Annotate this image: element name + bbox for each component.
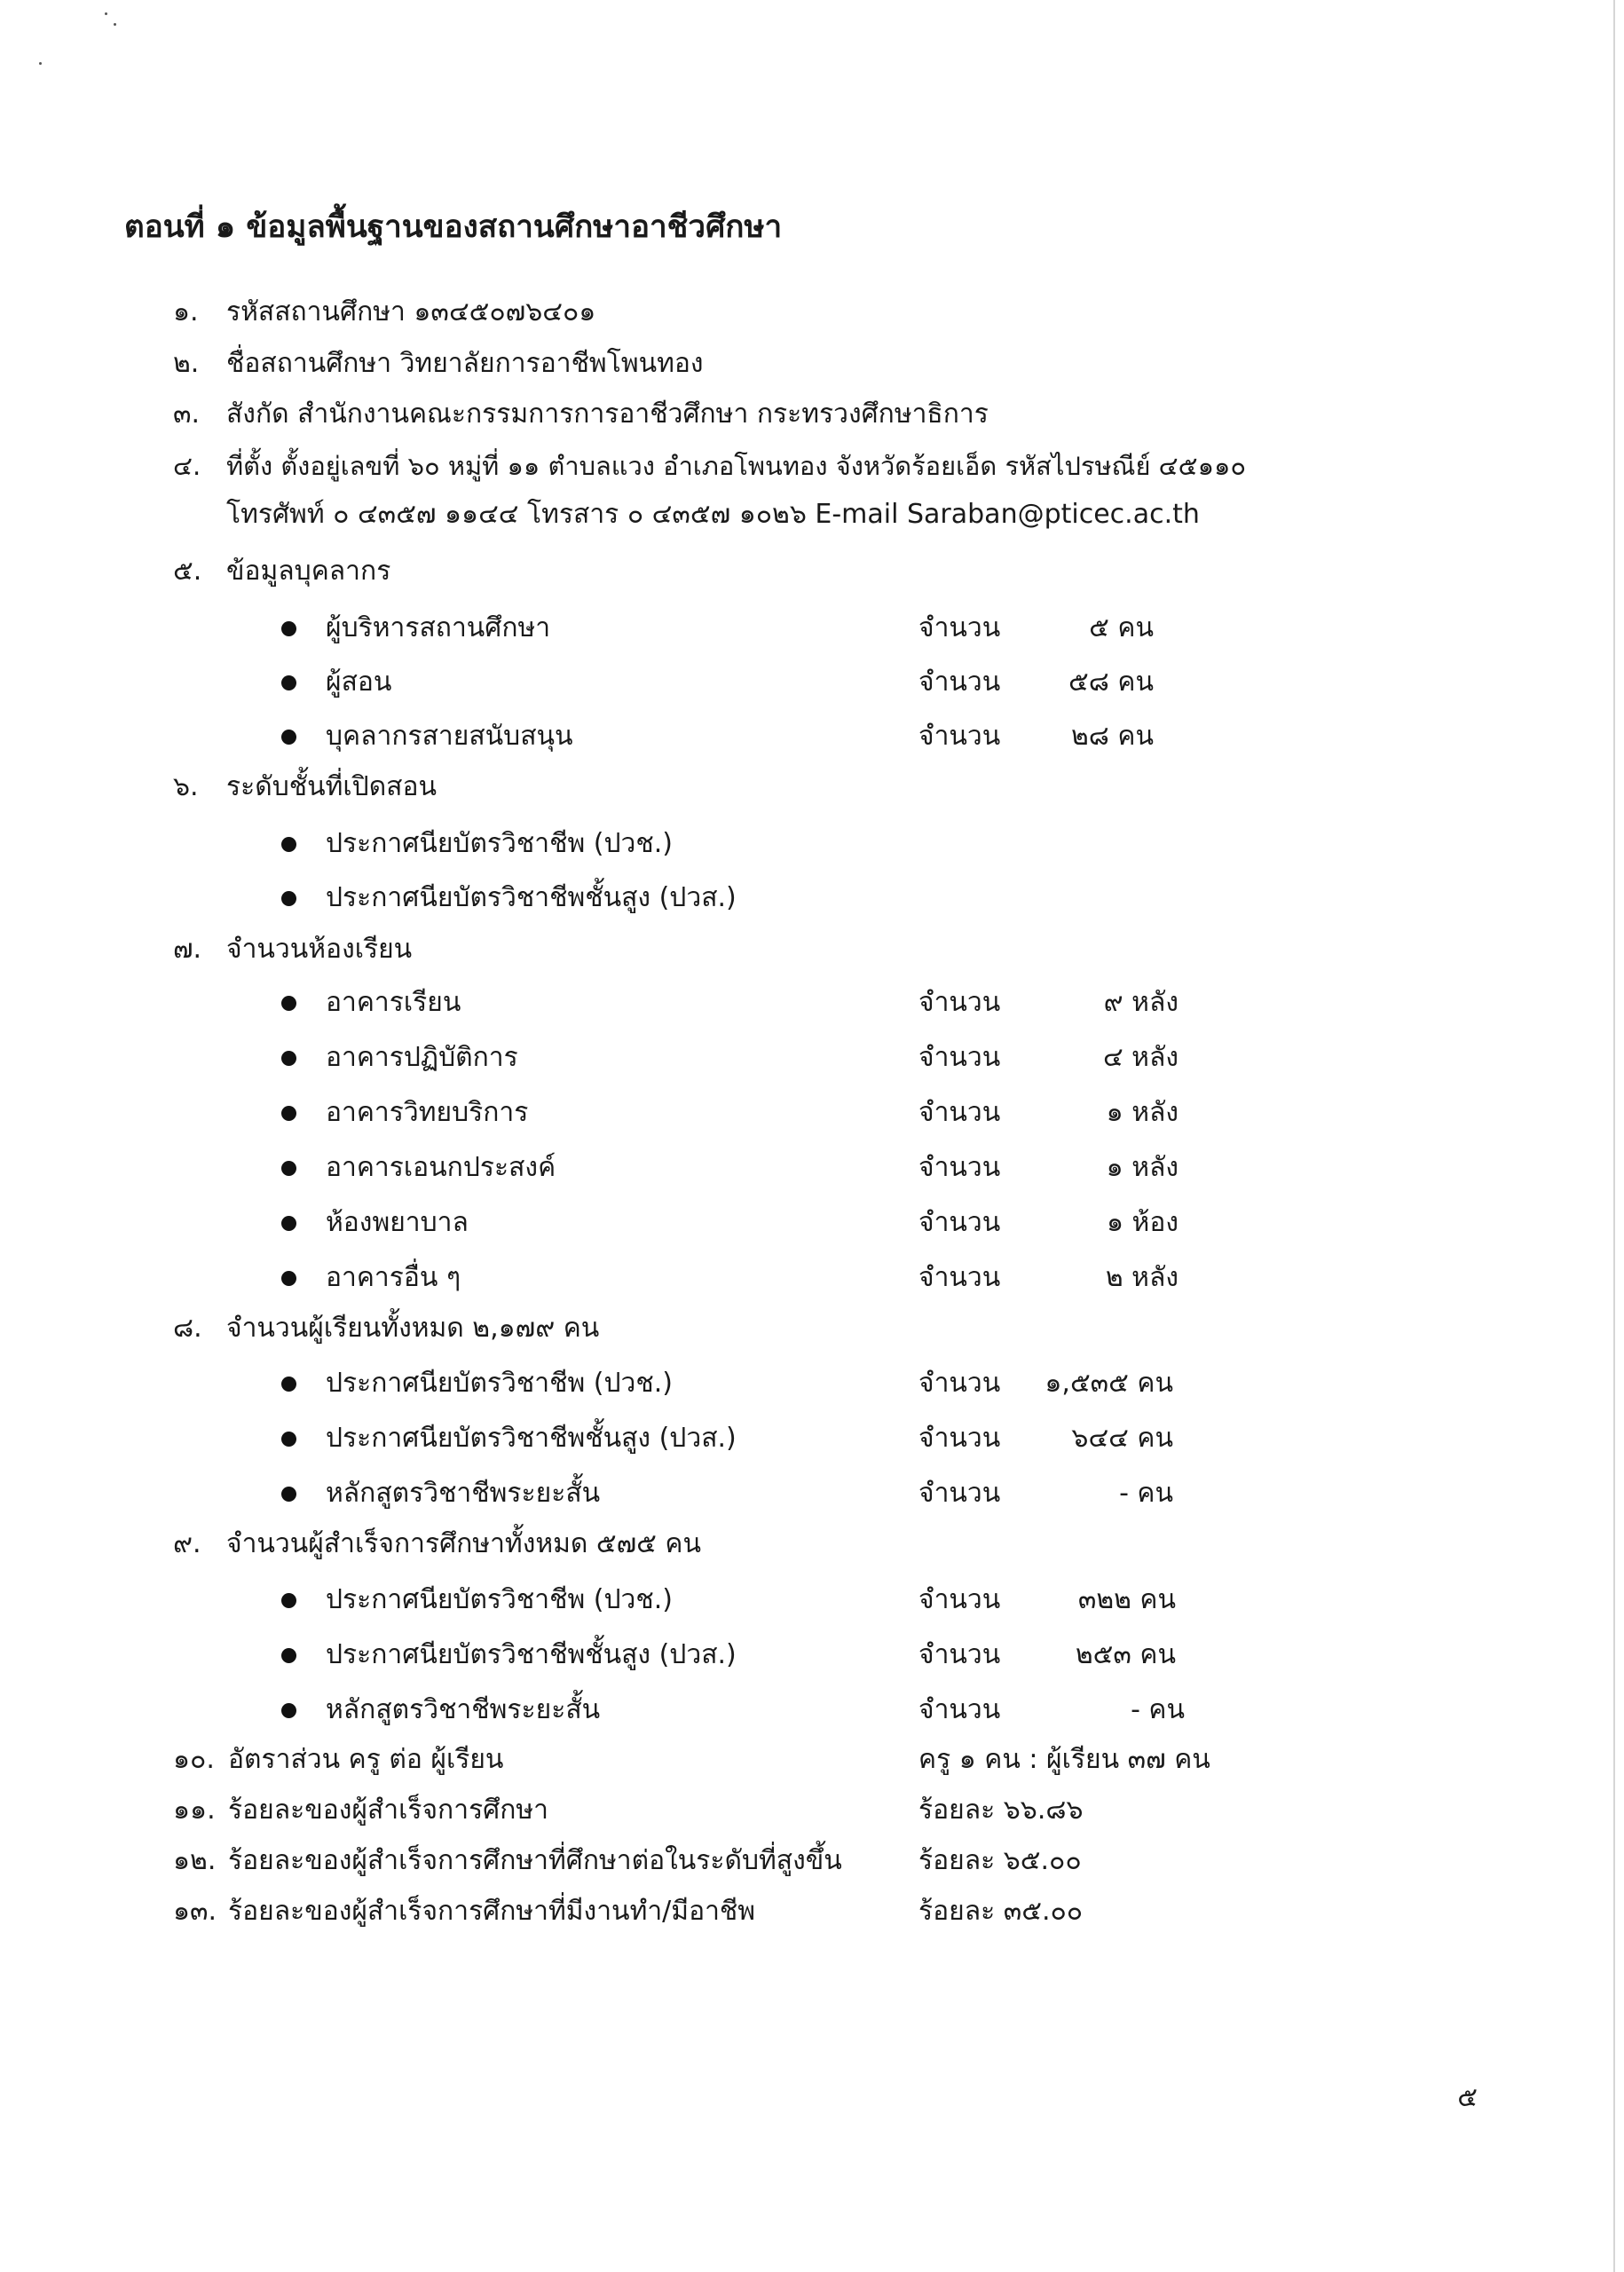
item-number: ๑๐. (173, 1744, 215, 1775)
item-number: ๑๑. (173, 1795, 216, 1826)
count-label: จำนวน (918, 1584, 1001, 1615)
list-item-count (918, 1692, 1185, 1728)
item-1 (173, 295, 595, 330)
bullet-icon (281, 996, 296, 1011)
count-value: ๑ หลัง (1106, 1152, 1179, 1183)
list-item-label: ผู้สอน (326, 667, 392, 698)
list-item-label: หลักสูตรวิชาชีพระยะสั้น (326, 1694, 601, 1725)
bullet-icon (281, 891, 296, 906)
bullet-icon (281, 1432, 296, 1447)
section-title: ตอนที่ ๑ ข้อมูลพื้นฐานของสถานศึกษาอาชีวศึกษา (124, 209, 783, 245)
item-5 (173, 554, 390, 589)
count-value: ๓๒๒ คน (1077, 1584, 1176, 1615)
bullet-icon (281, 1271, 296, 1286)
count-label: จำนวน (918, 1262, 1001, 1293)
list-item-count (918, 1260, 1179, 1296)
list-item-label: อาคารเรียน (326, 987, 461, 1018)
bullet-icon (281, 1703, 296, 1718)
list-item-count (918, 1476, 1173, 1511)
item-2 (173, 346, 704, 382)
item-text: ชื่อสถานศึกษา วิทยาลัยการอาชีพโพนทอง (226, 348, 704, 379)
item-number: ๙. (173, 1528, 201, 1559)
count-value: ๑ ห้อง (1106, 1207, 1179, 1238)
list-item-count (918, 665, 1154, 700)
item-12-value: ร้อยละ ๖๕.๐๐ (918, 1845, 1082, 1876)
list-item-label: ประกาศนียบัตรวิชาชีพ (ปวช.) (326, 828, 673, 859)
item-12 (173, 1843, 842, 1879)
item-number: ๔. (173, 451, 201, 481)
item-text: ข้อมูลบุคลากร (226, 556, 391, 587)
item-13 (173, 1894, 755, 1929)
count-label: จำนวน (918, 1368, 1001, 1399)
item-text: สังกัด สำนักงานคณะกรรมการการอาชีวศึกษา กระทรวงศึกษาธิการ (226, 398, 989, 430)
item-number: ๓. (173, 398, 201, 430)
list-item-count (918, 1040, 1179, 1076)
item-number: ๒. (173, 348, 200, 379)
item-9 (173, 1526, 701, 1562)
list-item-label: อาคารเอนกประสงค์ (326, 1152, 556, 1183)
item-4 (173, 448, 1246, 484)
list-item-label: หลักสูตรวิชาชีพระยะสั้น (326, 1478, 601, 1509)
list-item-label: อาคารอื่น ๆ (326, 1262, 461, 1293)
count-label: จำนวน (918, 1478, 1001, 1509)
item-text: จำนวนห้องเรียน (226, 934, 413, 965)
list-item-count (918, 1421, 1173, 1456)
count-value: ๙ หลัง (1103, 987, 1179, 1018)
scan-speck (114, 23, 116, 26)
page-edge (1613, 0, 1615, 2272)
list-item-label: ประกาศนียบัตรวิชาชีพชั้นสูง (ปวส.) (326, 882, 737, 913)
bullet-icon (281, 1487, 296, 1502)
item-text: อัตราส่วน ครู ต่อ ผู้เรียน (228, 1744, 504, 1775)
bullet-icon (281, 675, 296, 690)
count-label: จำนวน (918, 1207, 1001, 1238)
list-item-count (918, 1366, 1173, 1401)
count-label: จำนวน (918, 1639, 1001, 1670)
list-item-label: บุคลากรสายสนับสนุน (326, 721, 573, 752)
item-11-value: ร้อยละ ๖๖.๘๖ (918, 1795, 1084, 1826)
list-item-count (918, 1150, 1179, 1186)
list-item-count (918, 985, 1179, 1021)
item-text: ร้อยละของผู้สำเร็จการศึกษาที่ศึกษาต่อในระดับที่สูงขึ้น (228, 1845, 842, 1876)
list-item-label: อาคารปฏิบัติการ (326, 1042, 518, 1073)
count-label: จำนวน (918, 1042, 1001, 1073)
list-item-label: ห้องพยาบาล (326, 1207, 469, 1238)
count-label: จำนวน (918, 1097, 1001, 1128)
bullet-icon (281, 730, 296, 745)
item-10 (173, 1742, 503, 1778)
item-number: ๘. (173, 1313, 202, 1344)
count-label: จำนวน (918, 612, 1001, 643)
item-number: ๖. (173, 771, 199, 802)
bullet-icon (281, 1051, 296, 1066)
count-label: จำนวน (918, 987, 1001, 1018)
count-value: ๑ หลัง (1106, 1097, 1179, 1128)
item-number: ๕. (173, 556, 202, 587)
bullet-icon (281, 1648, 296, 1663)
item-3 (173, 397, 989, 432)
list-item-label: ผู้บริหารสถานศึกษา (326, 612, 551, 643)
bullet-icon (281, 1593, 296, 1608)
list-item-label: ประกาศนียบัตรวิชาชีพ (ปวช.) (326, 1584, 673, 1615)
scan-speck (39, 62, 42, 65)
count-label: จำนวน (918, 1694, 1001, 1725)
list-item-count (918, 611, 1154, 646)
bullet-icon (281, 1161, 296, 1176)
item-text: รหัสสถานศึกษา ๑๓๔๕๐๗๖๔๐๑ (226, 296, 596, 327)
item-number: ๑. (173, 296, 199, 327)
item-text: ที่ตั้ง ตั้งอยู่เลขที่ ๖๐ หมู่ที่ ๑๑ ตำบลแวง อำเภอโพนทอง จังหวัดร้อยเอ็ด รหัสไปรษณีย์ ๔๕๑๑๐ (226, 451, 1247, 481)
item-text: ระดับชั้นที่เปิดสอน (226, 771, 438, 802)
list-item-label: ประกาศนียบัตรวิชาชีพชั้นสูง (ปวส.) (326, 1423, 737, 1454)
item-7 (173, 932, 412, 967)
item-text: จำนวนผู้สำเร็จการศึกษาทั้งหมด ๕๗๕ คน (226, 1528, 701, 1559)
item-text: จำนวนผู้เรียนทั้งหมด ๒,๑๗๙ คน (226, 1313, 600, 1344)
item-text: ร้อยละของผู้สำเร็จการศึกษา (228, 1795, 549, 1826)
bullet-icon (281, 1377, 296, 1392)
count-value: ๒๕๓ คน (1075, 1639, 1176, 1670)
list-item-count (918, 1095, 1179, 1131)
count-value: ๖๔๔ คน (1071, 1423, 1173, 1454)
item-6 (173, 769, 437, 805)
item-number: ๗. (173, 934, 202, 965)
count-label: จำนวน (918, 1423, 1001, 1454)
count-value: ๔ หลัง (1102, 1042, 1179, 1073)
bullet-icon (281, 837, 296, 852)
bullet-icon (281, 1216, 296, 1231)
page-number: ๕ (1457, 2082, 1478, 2113)
count-label: จำนวน (918, 667, 1001, 698)
list-item-label: ประกาศนียบัตรวิชาชีพ (ปวช.) (326, 1368, 673, 1399)
count-value: - คน (1131, 1694, 1185, 1725)
count-label: จำนวน (918, 721, 1001, 752)
item-13-value: ร้อยละ ๓๕.๐๐ (918, 1896, 1084, 1927)
count-value: ๒๘ คน (1070, 721, 1154, 752)
list-item-label: อาคารวิทยบริการ (326, 1097, 529, 1128)
list-item-count (918, 1205, 1179, 1241)
bullet-icon (281, 621, 296, 636)
item-number: ๑๒. (173, 1845, 217, 1876)
item-number: ๑๓. (173, 1896, 217, 1927)
count-value: - คน (1119, 1478, 1173, 1509)
list-item-count (918, 1637, 1176, 1673)
count-value: ๑,๕๓๕ คน (1045, 1368, 1173, 1399)
item-8 (173, 1311, 599, 1346)
item-4-contact: โทรศัพท์ ๐ ๔๓๕๗ ๑๑๔๔ โทรสาร ๐ ๔๓๕๗ ๑๐๒๖ E-mail Saraban@pticec.ac.th (226, 499, 1200, 530)
count-value: ๒ หลัง (1105, 1262, 1179, 1293)
item-text: ร้อยละของผู้สำเร็จการศึกษาที่มีงานทำ/มีอาชีพ (228, 1896, 756, 1927)
scan-speck (105, 12, 107, 15)
item-10-value: ครู ๑ คน : ผู้เรียน ๓๗ คน (918, 1744, 1210, 1775)
list-item-count (918, 719, 1154, 754)
item-11 (173, 1793, 548, 1828)
list-item-label: ประกาศนียบัตรวิชาชีพชั้นสูง (ปวส.) (326, 1639, 737, 1670)
count-value: ๕ คน (1089, 612, 1154, 643)
list-item-count (918, 1582, 1176, 1618)
count-value: ๕๘ คน (1068, 667, 1154, 698)
count-label: จำนวน (918, 1152, 1001, 1183)
bullet-icon (281, 1106, 296, 1121)
